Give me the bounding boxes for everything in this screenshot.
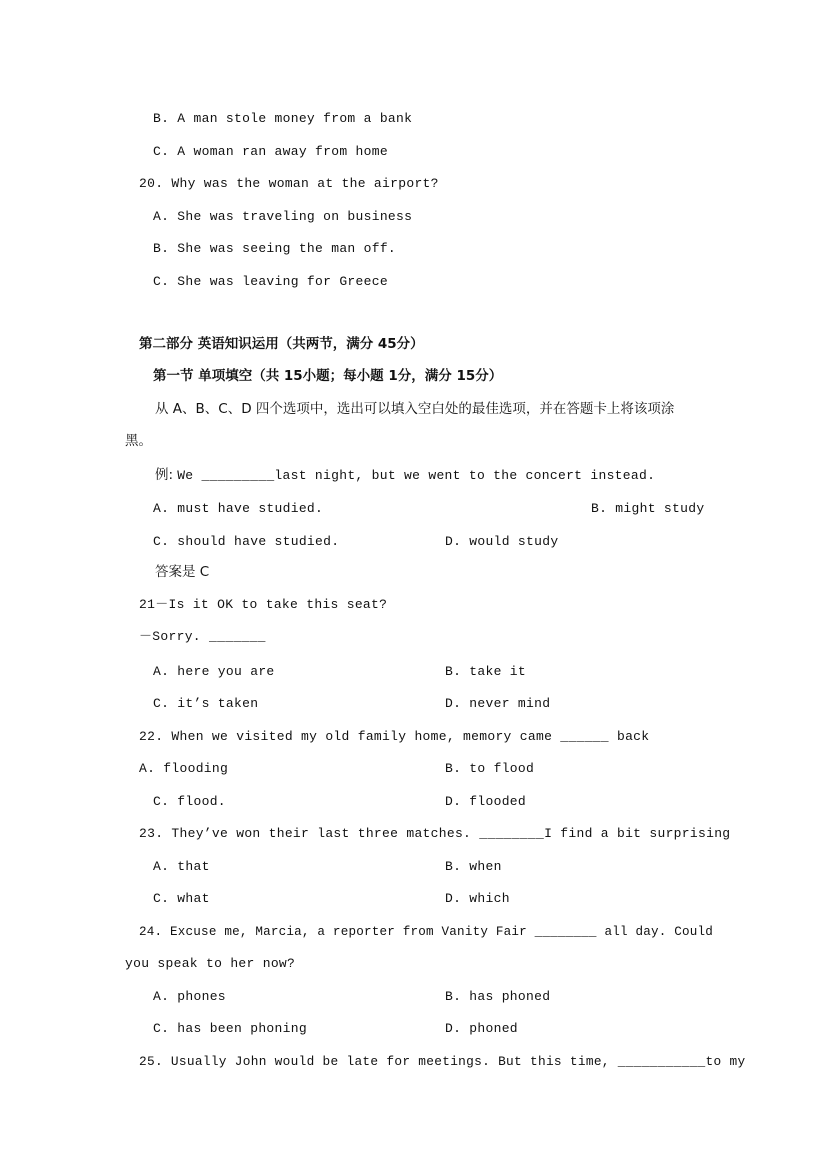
q23-option-c: C. what [153,891,210,906]
q23-option-a: A. that [153,859,210,874]
q23-option-b: B. when [445,859,502,874]
q24-option-c: C. has been phoning [153,1021,307,1036]
q22-option-b: B. to flood [445,761,535,776]
example-line [155,466,655,485]
q21-option-b: B. take it [445,664,527,679]
example-option-a: A. must have studied. [153,501,324,516]
example-option-d: D. would study [445,534,559,549]
q22-option-d: D. flooded [445,794,527,809]
q22-stem: 22. When we visited my old family home, memory came ______ back [139,729,650,744]
section1-title: 第一节 单项填空（共 15小题；每小题 1分，满分 15分） [153,368,503,384]
q23-option-d: D. which [445,891,510,906]
q22-option-c: C. flood. [153,794,226,809]
instruction-line-1: 从 A、B、C、D 四个选项中，选出可以填入空白处的最佳选项，并在答题卡上将该项涂 [155,401,675,417]
q21-option-d: D. never mind [445,696,551,711]
q21-stem-reply: －Sorry. _______ [139,629,266,644]
q24-stem: 24. Excuse me, Marcia, a reporter from Vanity Fair ________ all day. Could [139,925,714,939]
q24-option-d: D. phoned [445,1021,518,1036]
q20-option-a: A. She was traveling on business [153,209,413,224]
example-option-b: B. might study [591,501,705,516]
q20-stem: 20. Why was the woman at the airport? [139,176,439,191]
q21-option-a: A. here you are [153,664,275,679]
q24-stem-cont: you speak to her now? [125,956,296,971]
instruction-line-2: 黑。 [125,433,152,449]
q24-option-b: B. has phoned [445,989,551,1004]
example-prefix: 例: [155,467,174,483]
q24-option-a: A. phones [153,989,226,1004]
q20-option-b: B. She was seeing the man off. [153,241,397,256]
q22-option-a: A. flooding [139,761,229,776]
q25-stem: 25. Usually John would be late for meetings. But this time, ___________to my [139,1054,746,1069]
q21-stem: 21－Is it OK to take this seat? [139,597,388,612]
example-option-c: C. should have studied. [153,534,340,549]
part2-title: 第二部分 英语知识运用（共两节，满分 45分） [139,336,424,352]
example-stem: We _________last night, but we went to the concert instead. [177,468,656,483]
example-answer: 答案是 C [155,564,210,580]
q20-option-c: C. She was leaving for Greece [153,274,388,289]
q23-stem: 23. They’ve won their last three matches. ________I find a bit surprising [139,826,731,841]
q19-option-c: C. A woman ran away from home [153,144,388,159]
q21-option-c: C. it’s taken [153,696,259,711]
q19-option-b: B. A man stole money from a bank [153,111,413,126]
